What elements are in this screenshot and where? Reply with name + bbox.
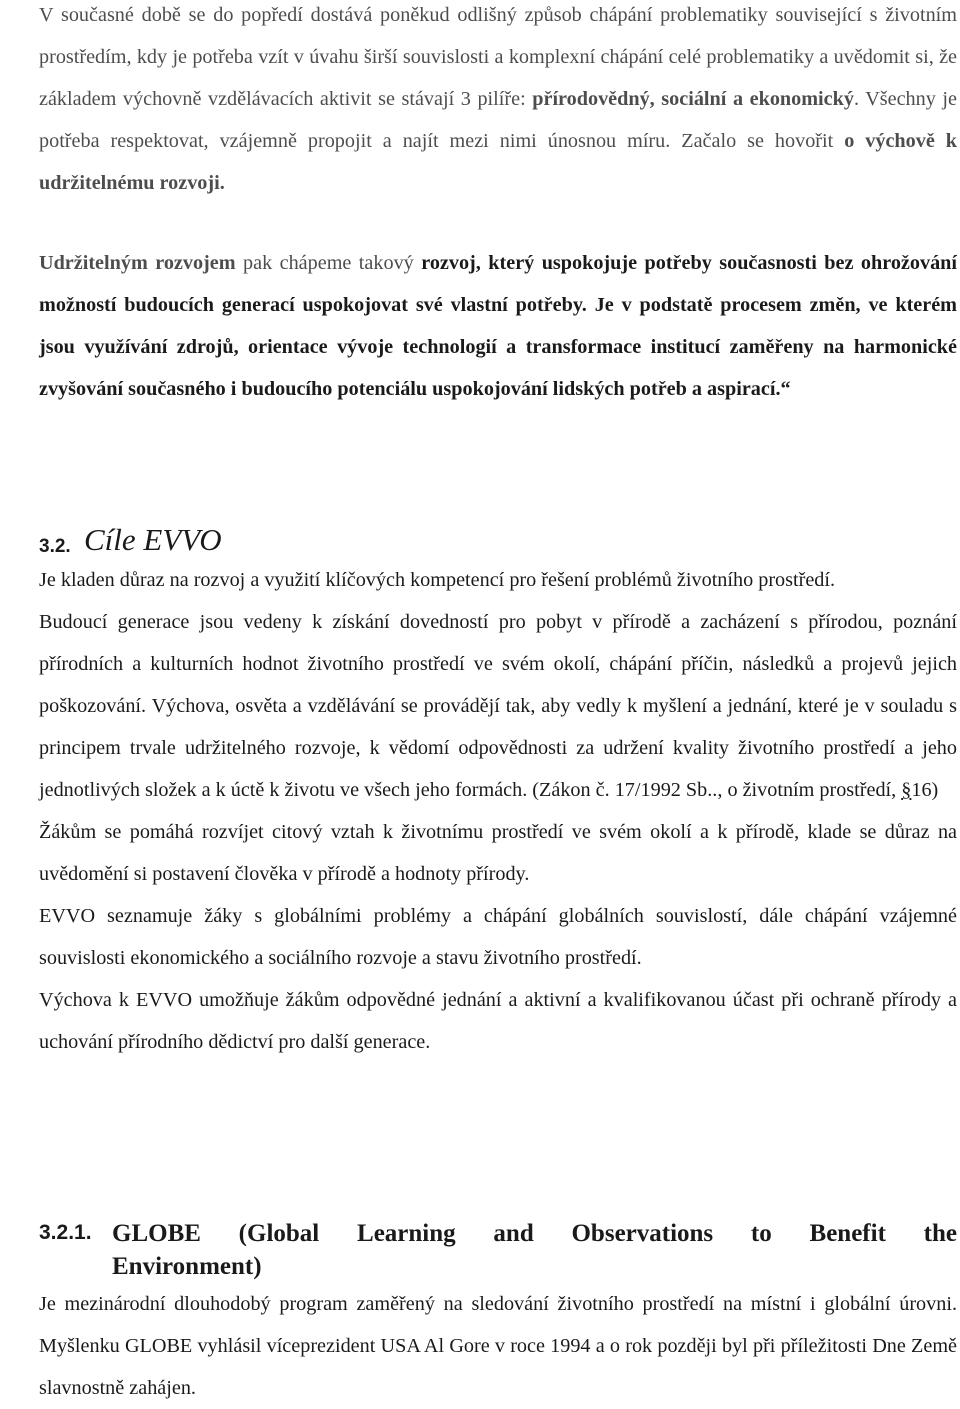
goals-p2-tail: ., o životním prostředí, xyxy=(712,779,902,801)
goals-p2-end: 16) xyxy=(911,779,939,801)
intro-paragraph xyxy=(39,0,957,204)
section-sign: § xyxy=(901,779,912,801)
intro-text-2: . Všechny je potřeba respektovat, vzájemně propojit a najít mezi nimi únosnou míru. Začalo se hovořit xyxy=(39,88,957,152)
goals-p2-text: Budoucí generace jsou vedeny k získání dovedností pro pobyt v přírodě a zacházení s přírodou, poznání přírodních a kulturních hodnot životního prostředí ve svém okolí, chápání příčin, následků a projevů jejich poškozování. Výchova, osvěta a vzdělávání se provádějí tak, aby vedly k myšlení a jednání, které je v souladu s principem trvale udržitelného rozvoje, k vědomí odpovědnosti za udržení kvality životního prostředí a jeho jednotlivých složek a k úctě k životu ve všech jeho formách. (Zákon č. 17/1992 Sb. xyxy=(39,611,957,801)
definition-bold: rozvoj, který uspokojuje potřeby současnosti bez ohrožování možností budoucích generací uspokojovat své vlastní potřeby. Je v podstatě procesem změn, ve kterém jsou využívání zdrojů, orientace vývoje technologií a transformace institucí zaměřeny na harmonické zvyšování současného i budoucího potenciálu uspokojování lidských potřeb a aspirací.“ xyxy=(39,252,957,400)
goals-paragraph-4: EVVO seznamuje žáky s globálními problémy a chápání globálních souvislostí, dále chápání vzájemné souvislosti ekonomického a sociálního rozvoje a stavu životního prostředí. xyxy=(39,905,957,969)
goals-paragraph-1: Je kladen důraz na rozvoj a využití klíčových kompetencí pro řešení problémů životního prostředí. xyxy=(39,569,836,591)
intro-emphasis: o výchově k udržitelnému rozvoji. xyxy=(39,130,957,194)
definition-paragraph xyxy=(39,242,957,410)
intro-text-1: V současné době se do popředí dostává poněkud odlišný způsob chápání problematiky související s životním prostředím, kdy je potřeba vzít v úvahu širší souvislosti a komplexní chápání celé problematiky a uvědomit si, že základem výchovně vzdělávacích aktivit se stávají 3 pilíře: xyxy=(39,4,957,110)
section-title: Cíle EVVO xyxy=(84,522,222,557)
subsection-number: 3.2.1. xyxy=(39,1221,92,1244)
subsection-title-line-2: Environment) xyxy=(112,1253,262,1280)
definition-text: pak chápeme takový xyxy=(235,252,422,274)
section-3-2-body xyxy=(39,559,957,1063)
intro-pillars: přírodovědný, sociální a ekonomický xyxy=(532,88,854,110)
section-number: 3.2. xyxy=(39,536,71,557)
globe-paragraph: Je mezinárodní dlouhodobý program zaměřený na sledování životního prostředí na místní i globální úrovni. Myšlenku GLOBE vyhlásil víceprezident USA Al Gore v roce 1994 a o rok později byl při příležitosti Dne Země slavnostně zahájen. xyxy=(39,1293,957,1399)
goals-paragraph-5: Výchova k EVVO umožňuje žákům odpovědné jednání a aktivní a kvalifikovanou účast při ochraně přírody a uchování přírodního dědictví pro další generace. xyxy=(39,989,957,1053)
subsection-title-line-1: GLOBE (Global Learning and Observations to Benefit the xyxy=(112,1220,957,1247)
goals-paragraph-2 xyxy=(39,601,957,811)
definition-term: Udržitelným rozvojem xyxy=(39,252,236,274)
goals-paragraph-3: Žákům se pomáhá rozvíjet citový vztah k životnímu prostředí ve svém okolí a k přírodě, klade se důraz na uvědomění si postavení člověka v přírodě a hodnoty přírody. xyxy=(39,821,957,885)
